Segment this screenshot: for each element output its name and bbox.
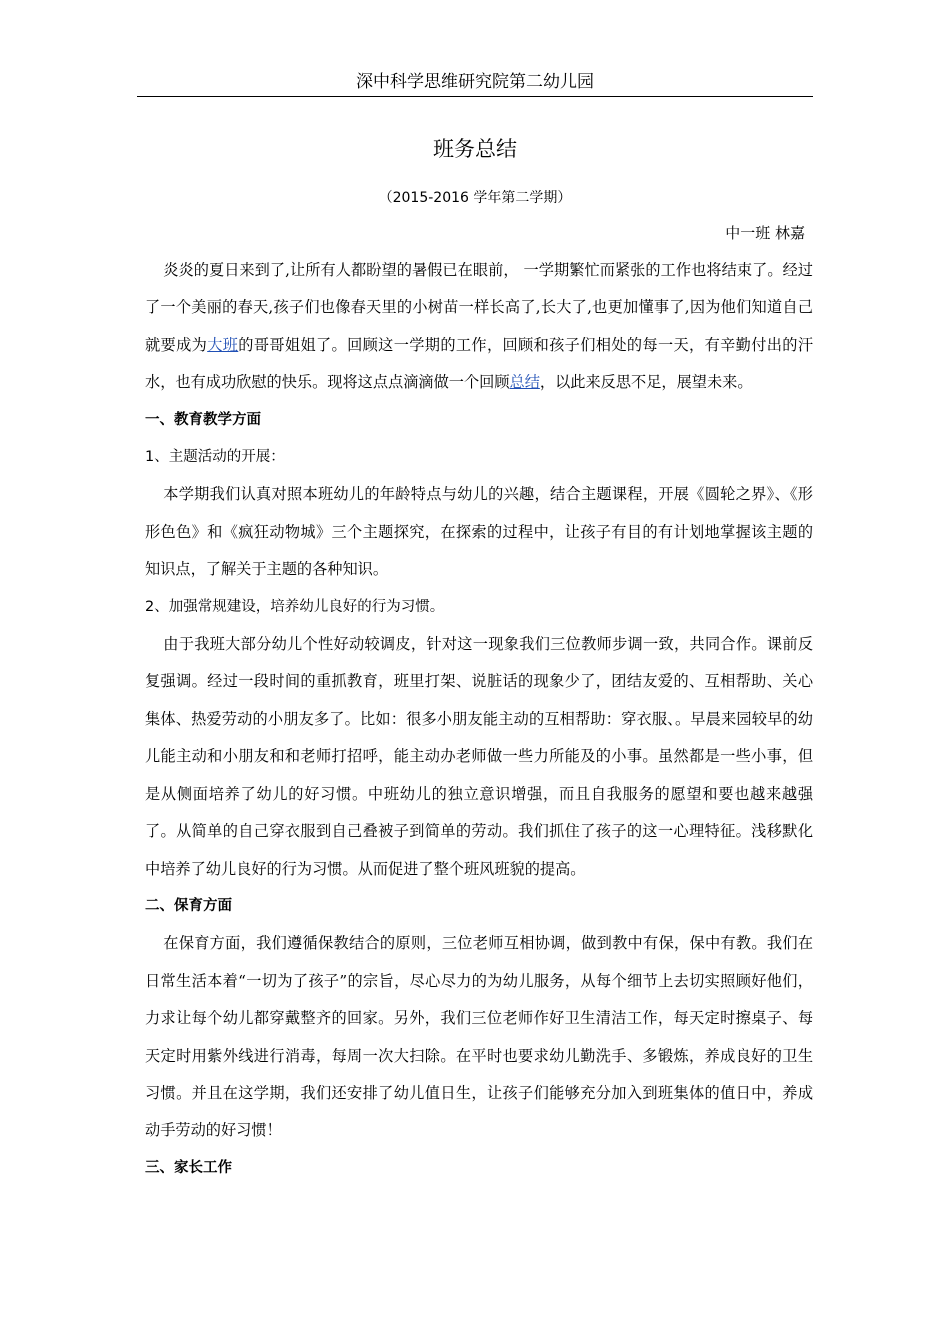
section-heading-education: 一、教育教学方面 [145,411,261,428]
header-divider [137,96,813,97]
paragraph-theme-activities: 本学期我们认真对照本班幼儿的年龄特点与幼儿的兴趣，结合主题课程，开展《圆轮之界》、《形形色色》和《疯狂动物城》三个主题探究，在探索的过程中，让孩子有目的有计划地掌握该主题的知识点，了解关于主题的各种知识。 [145,485,813,579]
document-body [145,252,813,1187]
intro-text-c: ，以此来反思不足，展望未来。 [539,373,753,392]
section-heading-parents: 三、家长工作 [145,1159,232,1176]
link-zong-jie[interactable]: 总结 [509,373,540,392]
subsection-routine-building: 2、加强常规建设，培养幼儿良好的行为习惯。 [145,598,445,615]
intro-text-a: 炎炎的夏日来到了,让所有人都盼望的暑假已在眼前， 一学期繁忙而紧张的工作也将结束了。经过了一个美丽的春天,孩子们也像春天里的小树苗一样长高了,长大了,也更加懂事了,因为他们知道自己就要成为 [145,261,813,354]
document-author: 中一班 林嘉 [725,224,805,242]
paragraph-care: 在保育方面，我们遵循保教结合的原则，三位老师互相协调，做到教中有保，保中有教。我们在日常生活本着“一切为了孩子”的宗旨，尽心尽力的为幼儿服务，从每个细节上去切实照顾好他们，力求让每个幼儿都穿戴整齐的回家。另外，我们三位老师作好卫生清洁工作，每天定时擦桌子、每天定时用紫外线进行消毒，每周一次大扫除。在平时也要求幼儿勤洗手、多锻炼，养成良好的卫生习惯。并且在这学期，我们还安排了幼儿值日生，让孩子们能够充分加入到班集体的值日中，养成动手劳动的好习惯！ [145,934,813,1140]
page-header-org: 深中科学思维研究院第二幼儿园 [356,72,594,92]
section-heading-care: 二、保育方面 [145,897,232,914]
intro-paragraph [145,252,813,402]
intro-text-b: 的哥哥姐姐了。回顾这一学期的工作，回顾和孩子们相处的每一天，有辛勤付出的汗水，也有成功欣慰的快乐。现将这点点滴滴做一个回顾 [145,335,814,392]
document-title: 班务总结 [433,137,517,161]
document-subtitle: （2015-2016 学年第二学期） [378,190,572,206]
subsection-theme-activities: 1、主题活动的开展： [145,449,285,466]
paragraph-routine-building: 由于我班大部分幼儿个性好动较调皮，针对这一现象我们三位教师步调一致，共同合作。课前反复强调。经过一段时间的重抓教育，班里打架、说脏话的现象少了，团结友爱的、互相帮助、关心集体、热爱劳动的小朋友多了。比如：很多小朋友能主动的互相帮助：穿衣服、。早晨来园较早的幼儿能主动和小朋友和和老师打招呼，能主动办老师做一些力所能及的小事。虽然都是一些小事，但是从侧面培养了幼儿的好习惯。中班幼儿的独立意识增强，而且自我服务的愿望和要也越来越强了。从简单的自己穿衣服到自己叠被子到简单的劳动。我们抓住了孩子的这一心理特征。浅移默化中培养了幼儿良好的行为习惯。从而促进了整个班风班貌的提高。 [145,635,813,878]
link-da-ban[interactable]: 大班 [207,335,239,354]
